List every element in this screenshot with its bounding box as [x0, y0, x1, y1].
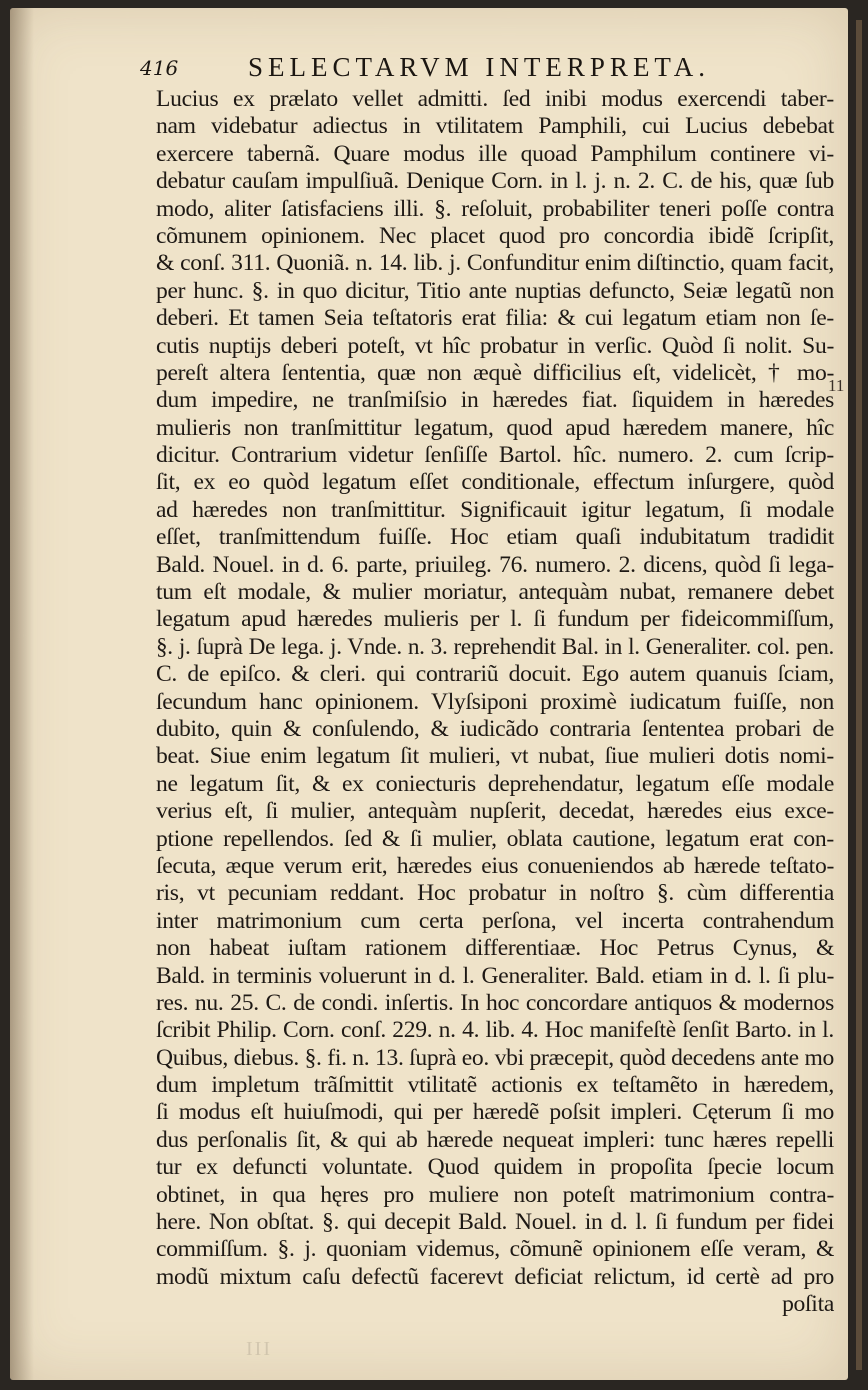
text-line: ſit, ex eo quòd legatum eſſet conditionale, effectum inſurgere, quòd	[156, 469, 834, 496]
book-page	[10, 8, 848, 1380]
text-line: mulieris non tranſmittitur legatum, quod apud hæredem manere, hîc	[156, 414, 834, 441]
text-line: nam videbatur adiectus in vtilitatem Pamphili, cui Lucius debebat	[156, 113, 834, 140]
bleed-through-text: III	[246, 1338, 272, 1360]
text-line: deberi. Et tamen Seia teſtatoris erat filia: & cui legatum etiam non ſe‐	[156, 305, 834, 332]
text-line: obtinet, in qua hęres pro muliere non poteſt matrimonium contra‐	[156, 1181, 834, 1208]
text-line: Lucius ex prælato vellet admitti. ſed inibi modus exercendi taber‐	[156, 86, 834, 112]
text-line: Bald. in terminis voluerunt in d. l. Generaliter. Bald. etiam in d. l. ſi plu‐	[156, 962, 834, 989]
text-line: modũ mixtum caſu defectũ facerevt deficiat relictum, id certè ad pro	[156, 1263, 834, 1290]
text-line: verius eſt, ſi mulier, antequàm nupſerit, decedat, hæredes eius exce‐	[156, 798, 834, 825]
page-header	[140, 52, 780, 86]
text-line: ſi modus eſt huiuſmodi, qui per hæredẽ poſsit impleri. Cęterum ſi mo	[156, 1099, 834, 1126]
text-line: & conſ. 311. Quoniã. n. 14. lib. j. Confunditur enim diſtinctio, quam facit,	[156, 250, 834, 277]
text-line: dubito, quin & conſulendo, & iudicãdo contraria ſententea probari de	[156, 715, 834, 742]
text-line: commiſſum. §. j. quoniam videmus, cõmunẽ opinionem eſſe veram, &	[156, 1236, 834, 1263]
text-line: §. j. ſuprà De lega. j. Vnde. n. 3. reprehendit Bal. in l. Generaliter. col. pen.	[156, 633, 834, 660]
text-line: inter matrimonium cum certa perſona, vel incerta contrahendum	[156, 907, 834, 934]
margin-note: 11	[828, 376, 845, 395]
text-line: cutis nuptijs deberi poteſt, vt hîc probatur in verſic. Quòd ſi nolit. Su‐	[156, 332, 834, 359]
text-line: exercere tabernã. Quare modus ille quoad Pamphilum continere vi‐	[156, 140, 834, 167]
text-line: cõmunem opinionem. Nec placet quod pro concordia ibidẽ ſcripſit,	[156, 222, 834, 249]
text-line: poſita	[782, 1291, 834, 1318]
text-line: dicitur. Contrarium videtur ſenſiſſe Bartol. hîc. numero. 2. cum ſcrip‐	[156, 442, 834, 469]
running-title: SELECTARVM INTERPRETA.	[248, 52, 711, 82]
text-line: Bald. Nouel. in d. 6. parte, priuileg. 76. numero. 2. dicens, quòd ſi lega‐	[156, 551, 834, 578]
text-line: ſecundum hanc opinionem. Vlyſsiponi proximè iudicatum fuiſſe, non	[156, 688, 834, 715]
text-line: ptione repellendos. ſed & ſi mulier, oblata cautione, legatum erat con‐	[156, 825, 834, 852]
text-line: tur ex defuncti voluntate. Quod quidem in propoſita ſpecie locum	[156, 1154, 834, 1181]
page-gutter-shadow	[10, 8, 34, 1380]
text-line: dus perſonalis ſit, & qui ab hærede nequeat impleri: tunc hæres repelli	[156, 1126, 834, 1153]
text-line: dum impletum trãſmittit vtilitatẽ actionis ex teſtamẽto in hæredem,	[156, 1072, 834, 1099]
main-text-block	[156, 86, 834, 1319]
text-line: legatum apud hæredes mulieris per l. ſi fundum per fideicommiſſum,	[156, 606, 834, 633]
text-line: tum eſt modale, & mulier moriatur, antequàm nubat, remanere debet	[156, 579, 834, 606]
text-line: per hunc. §. in quo dicitur, Titio ante nuptias defuncto, Seiæ legatũ non	[156, 277, 834, 304]
text-line: beat. Siue enim legatum ſit mulieri, vt nubat, ſiue mulieri dotis nomi‐	[156, 743, 834, 770]
text-line: here. Non obſtat. §. qui decepit Bald. Nouel. in d. l. ſi fundum per fidei	[156, 1209, 834, 1236]
text-line: ſecuta, æque verum erit, hæredes eius conueniendos ab hærede teſtato‐	[156, 852, 834, 879]
text-line: eſſet, tranſmittendum fuiſſe. Hoc etiam quaſi indubitatum tradidit	[156, 524, 834, 551]
text-line: res. nu. 25. C. de condi. inſertis. In hoc concordare antiquos & modernos	[156, 989, 834, 1016]
text-line: non habeat iuſtam rationem differentiaæ. Hoc Petrus Cynus, &	[156, 935, 834, 962]
text-line: modo, aliter ſatisfaciens illi. §. reſoluit, probabiliter teneri poſſe contra	[156, 195, 834, 222]
text-line: pereſt altera ſententia, quæ non æquè difficilius eſt, videlicèt, † mo‐	[156, 359, 834, 386]
page-number: 416	[140, 56, 179, 80]
text-line: ris, vt pecuniam reddant. Hoc probatur in noſtro §. cùm differentia	[156, 880, 834, 907]
text-line: ad hæredes non tranſmittitur. Significauit igitur legatum, ſi modale	[156, 496, 834, 523]
text-line: ne legatum ſit, & ex coniecturis deprehendatur, legatum eſſe modale	[156, 770, 834, 797]
text-line: dum impedire, ne tranſmiſsio in hæredes fiat. ſiquidem in hæredes	[156, 387, 834, 414]
text-line: ſcribit Philip. Corn. conſ. 229. n. 4. lib. 4. Hoc manifeſtè ſenſit Barto. in l.	[156, 1017, 834, 1044]
text-line: Quibus, diebus. §. fi. n. 13. ſuprà eo. vbi præcepit, quòd decedens ante mo	[156, 1044, 834, 1071]
page-edge-stack	[856, 20, 862, 1370]
text-line: C. de epiſco. & cleri. qui contrariũ docuit. Ego autem quanuis ſciam,	[156, 661, 834, 688]
text-line: debatur cauſam impulſiuã. Denique Corn. in l. j. n. 2. C. de his, quæ ſub	[156, 168, 834, 195]
